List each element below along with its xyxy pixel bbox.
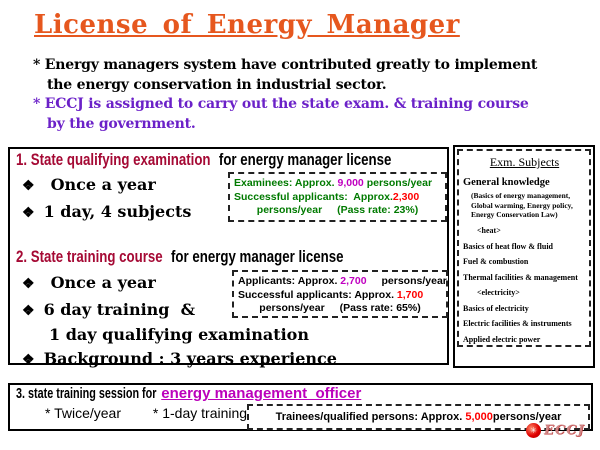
subject-item: Electric facilities & instruments — [463, 319, 572, 328]
section1-heading — [16, 150, 497, 170]
exam-subjects-box — [453, 145, 595, 368]
exam-subjects-inner-box — [457, 149, 591, 347]
stat-value: 2,300 — [392, 190, 420, 203]
intro-line-2: the energy conservation in industrial sector. — [47, 76, 387, 93]
exam-subjects-title: Exm. Subjects — [489, 155, 560, 169]
section3-heading — [16, 385, 361, 402]
intro-line-4: by the government. — [47, 115, 196, 132]
stat-line — [234, 191, 441, 205]
section1-bullets — [22, 172, 191, 226]
bullet-text: Background : 3 years experience — [43, 349, 337, 368]
eccj-sun-icon: ✳ — [526, 423, 541, 438]
stat-value: 9,000 — [337, 177, 364, 189]
bullet-text: 1 day, 4 subjects — [43, 202, 192, 221]
intro-line-3: * ECCJ is assigned to carry out the state exam. & training course — [33, 96, 529, 112]
stat-line — [234, 177, 441, 191]
stat-label: Successful applicants: Approx. — [234, 190, 393, 203]
section2-heading-black: for energy manager license — [171, 247, 344, 266]
section1-stats-box — [228, 172, 447, 222]
eccj-logo — [526, 423, 585, 438]
bullet-text: 1 day qualifying examination — [49, 325, 309, 344]
page-title: License of Energy Manager — [34, 10, 460, 40]
subject-item: Basics of electricity — [463, 303, 529, 313]
diamond-bullet-icon: ❖ — [22, 178, 35, 194]
stat-unit: persons/year — [492, 411, 562, 423]
subject-item: Applied electric power — [463, 334, 541, 344]
section2-heading — [16, 247, 436, 267]
subject-general-detail: (Basics of energy management, Global warming, Energy policy, Energy Conservation Law) — [471, 191, 573, 219]
stat-value: 5,000 — [465, 411, 493, 423]
stat-line — [234, 204, 441, 218]
section1-heading-black: for energy manager license — [218, 150, 392, 169]
stat-unit: persons/year — [256, 204, 323, 216]
section2-heading-red: 2. State training course — [16, 247, 163, 266]
list-item — [22, 199, 191, 226]
section2-stats-box — [232, 270, 448, 318]
stat-line — [238, 289, 442, 303]
pass-rate: (Pass rate: 23%) — [337, 204, 419, 216]
stat-line — [238, 275, 447, 289]
subject-group-electricity: <electricity> — [477, 288, 520, 297]
subject-group-heat: <heat> — [477, 226, 501, 235]
list-item — [22, 346, 337, 373]
bullet-text: 6 day training & — [43, 300, 196, 319]
twice-per-year-text: * Twice/year — [45, 405, 121, 421]
section3-heading-black: 3. state training session for — [16, 385, 157, 402]
stat-label: Applicants: Approx. — [238, 275, 338, 287]
bullet-text: Once a year — [50, 175, 156, 194]
subject-general-knowledge: General knowledge — [463, 177, 550, 188]
stat-value: 2,700 — [340, 275, 367, 287]
diamond-bullet-icon: ❖ — [22, 303, 35, 319]
diamond-bullet-icon: ❖ — [22, 276, 35, 292]
stat-label: Successful applicants: Approx. — [238, 288, 394, 301]
stat-unit: persons/year — [381, 275, 447, 287]
stat-unit: persons/year — [366, 177, 433, 189]
pass-rate: (Pass rate: 65%) — [339, 302, 421, 314]
diamond-bullet-icon: ❖ — [22, 352, 35, 368]
section3-subline — [45, 405, 247, 421]
stat-label: Examinees: Approx. — [234, 177, 335, 189]
stat-label: Trainees/qualified persons: Approx. — [275, 411, 466, 423]
eccj-logo-text: ECCJ — [544, 423, 585, 438]
intro-line-1: * Energy managers system have contributed greatly to implement — [33, 57, 538, 73]
section1-heading-red: 1. State qualifying examination — [16, 150, 211, 169]
subject-item: Thermal facilities & management — [463, 272, 578, 282]
list-item — [22, 172, 191, 199]
energy-management-officer-link: energy management officer — [161, 385, 362, 402]
stat-unit: persons/year — [259, 302, 325, 314]
diamond-bullet-icon: ❖ — [22, 205, 35, 221]
one-day-training-text: * 1-day training — [152, 405, 248, 421]
stat-value: 1,700 — [396, 288, 424, 301]
stat-line — [238, 302, 442, 316]
list-item — [22, 324, 337, 346]
subject-item: Fuel & combustion — [463, 257, 529, 266]
intro-text — [33, 56, 537, 134]
subject-item: Basics of heat flow & fluid — [463, 241, 553, 251]
bullet-text: Once a year — [50, 273, 156, 292]
